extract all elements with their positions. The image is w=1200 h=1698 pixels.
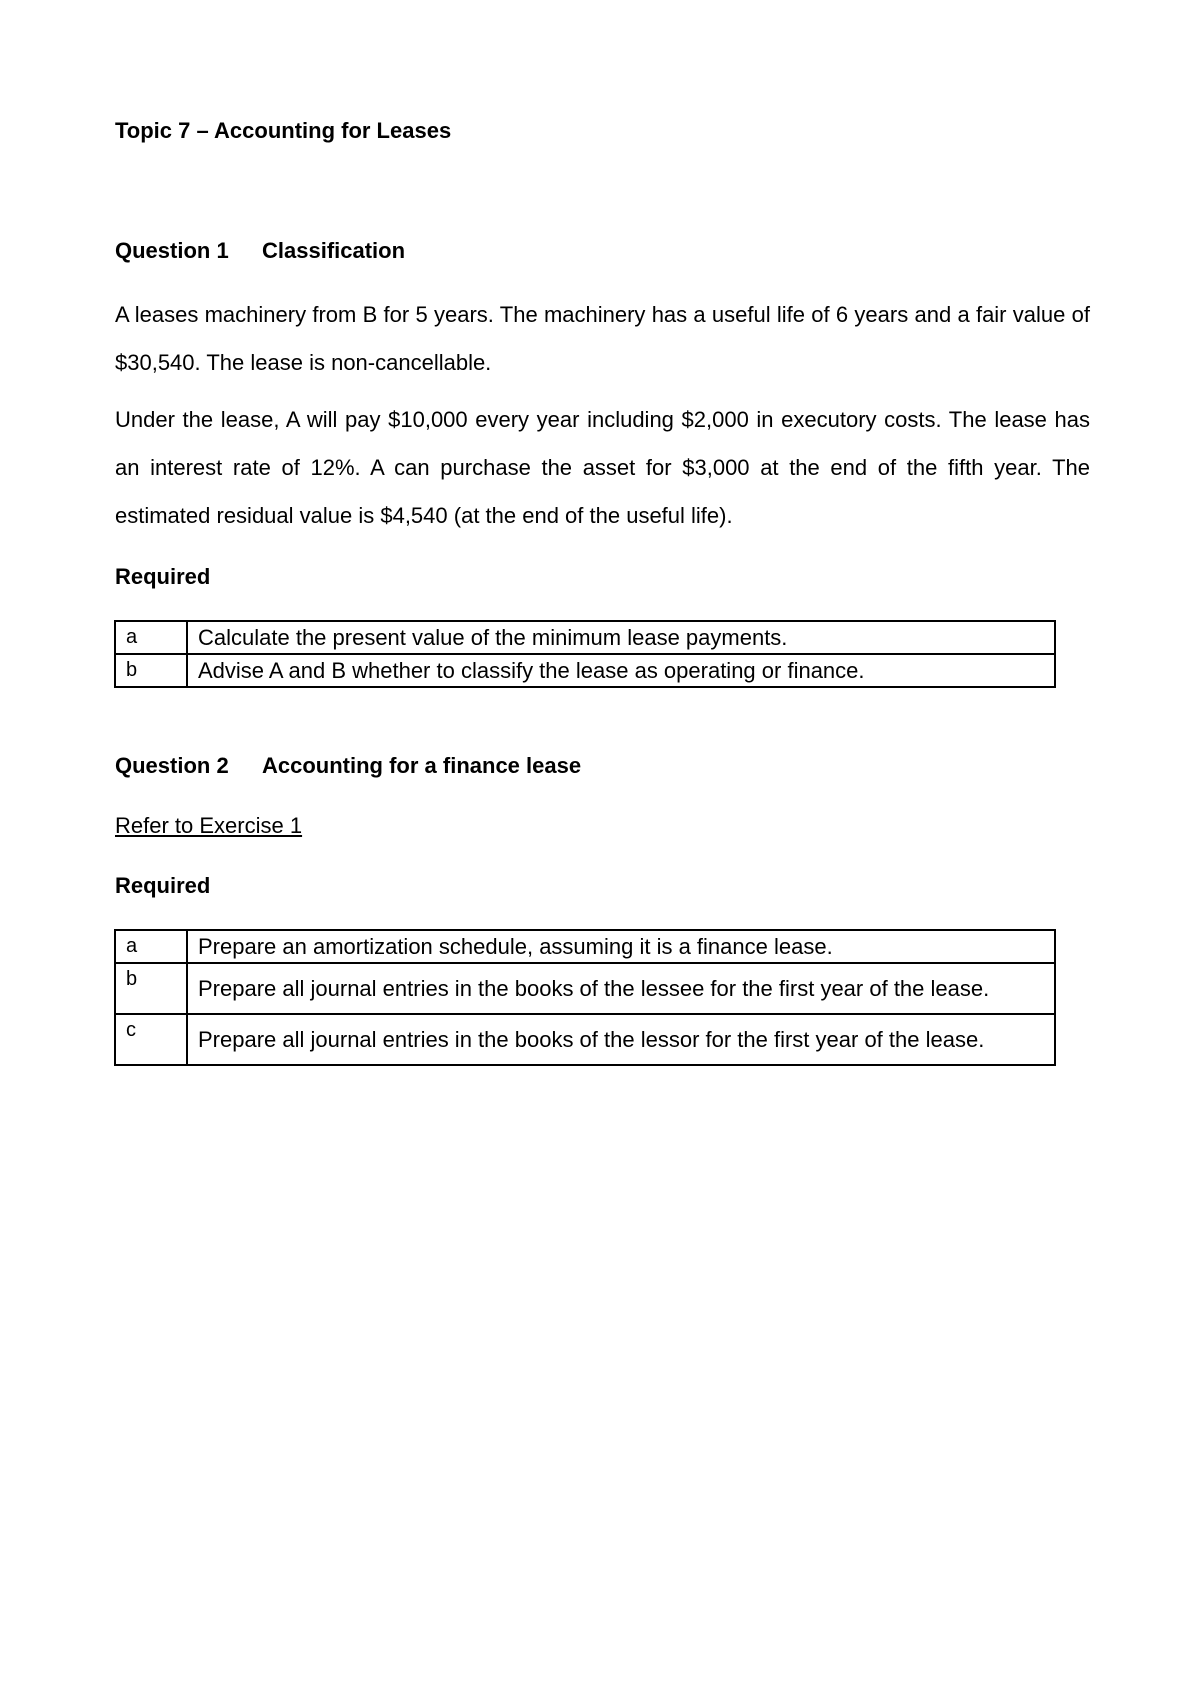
requirement-label: b: [115, 654, 187, 687]
requirement-text: Calculate the present value of the minimum lease payments.: [187, 621, 1055, 654]
table-row: [115, 963, 1055, 1014]
requirement-label: b: [115, 963, 187, 1014]
page-title: Topic 7 – Accounting for Leases: [115, 118, 452, 143]
requirement-text: Prepare an amortization schedule, assuming it is a finance lease.: [187, 930, 1055, 963]
question-1-paragraph-1: A leases machinery from B for 5 years. The machinery has a useful life of 6 years and a fair value of $30,540. The lease is non-cancellable.: [115, 302, 1090, 375]
requirement-text: Advise A and B whether to classify the lease as operating or finance.: [187, 654, 1055, 687]
table-row: [115, 654, 1055, 687]
question-1-required-label: Required: [115, 564, 211, 589]
question-2-required-label: Required: [115, 873, 211, 898]
question-2-heading: [115, 751, 1090, 781]
question-1-heading: [115, 236, 1090, 266]
requirement-label: c: [115, 1014, 187, 1065]
table-row: [115, 930, 1055, 963]
question-2-number: Question 2: [115, 753, 229, 778]
requirement-text: Prepare all journal entries in the books of the lessor for the first year of the lease.: [187, 1014, 1055, 1065]
question-1-number: Question 1: [115, 238, 229, 263]
question-2-title: Accounting for a finance lease: [262, 753, 582, 778]
requirement-label: a: [115, 621, 187, 654]
question-2-requirements-table: [114, 929, 1056, 1066]
requirement-text: Prepare all journal entries in the books of the lessee for the first year of the lease.: [187, 963, 1055, 1014]
table-row: [115, 621, 1055, 654]
question-2-reference: Refer to Exercise 1: [115, 813, 303, 838]
question-1-paragraph-2: Under the lease, A will pay $10,000 every year including $2,000 in executory costs. The lease has an interest rate of 12%. A can purchase the asset for $3,000 at the end of the fifth year. The estimated residual value is $4,540 (at the end of the useful life).: [115, 407, 1090, 528]
table-row: [115, 1014, 1055, 1065]
question-1-requirements-table: [114, 620, 1056, 688]
question-1-title: Classification: [262, 238, 406, 263]
requirement-label: a: [115, 930, 187, 963]
